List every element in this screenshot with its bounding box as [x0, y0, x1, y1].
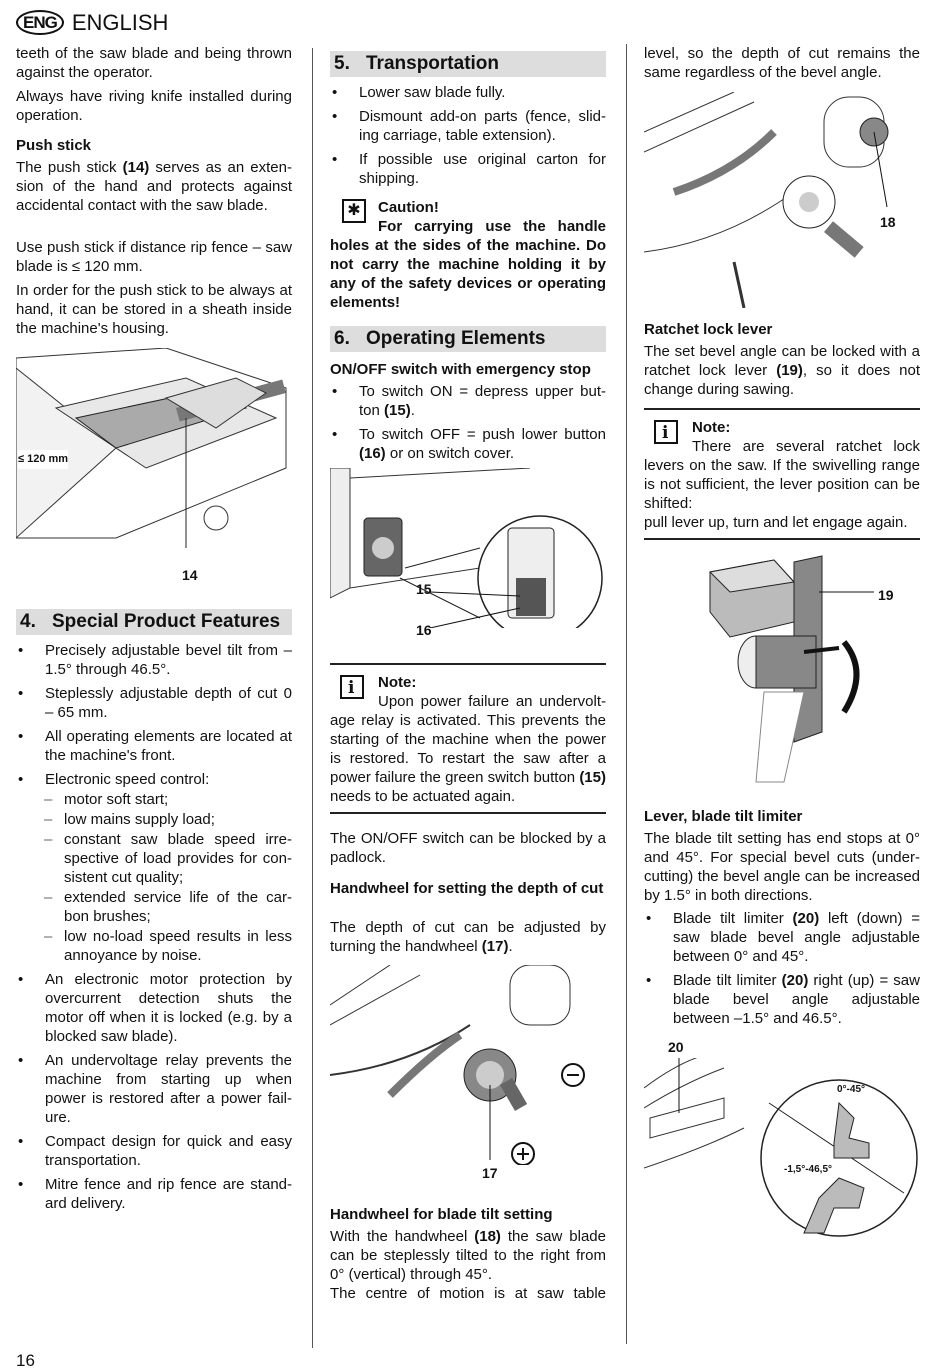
section-heading-6: 6. Operating Elements — [330, 326, 606, 352]
callout-15: 15 — [416, 581, 432, 597]
caution-text: For carrying use the handle holes at the sides of the machine. Do not carry the machine holding it by any of the safety devices or operating elements! — [330, 218, 606, 311]
depth-handwheel-illustration — [330, 965, 606, 1165]
paragraph: The centre of motion is at saw table — [330, 1285, 606, 1302]
subheading-ratchet: Ratchet lock lever — [644, 321, 773, 338]
list-item: • To switch ON = depress upper button (15). — [330, 382, 606, 420]
paragraph: With the handwheel (18) the saw blade can be steplessly tilted to the right from 0° (vertical) through 45°. — [330, 1228, 606, 1283]
list-item: • Blade tilt limiter (20) left (down) = saw blade bevel angle adjustable between 0° and 45°. — [644, 909, 920, 966]
section-heading-4: 4. Special Product Features — [16, 609, 292, 635]
subheading-push-stick: Push stick — [16, 137, 92, 154]
paragraph: teeth of the saw blade and being thrown against the operator. — [16, 45, 292, 81]
callout-18: 18 — [880, 214, 896, 230]
paragraph: In order for the push stick to be always at hand, it can be stored in a sheath inside the machine's housing. — [16, 282, 292, 337]
list-item: • Steplessly adjustable depth of cut 0 – 65 mm. — [16, 684, 292, 722]
list-item: • Compact design for quick and easy transportation. — [16, 1132, 292, 1170]
list-item: • Blade tilt limiter (20) right (up) = saw blade bevel angle adjustable between –1.5° and 46.5°. — [644, 971, 920, 1028]
list-item: • An undervoltage relay prevents the machine from starting up when power is restored after a power failure. — [16, 1051, 292, 1127]
caution-title: Caution! — [378, 199, 439, 216]
divider — [330, 663, 606, 665]
list-item: • Dismount add-on parts (fence, sliding carriage, table extension). — [330, 107, 606, 145]
page-number: 16 — [16, 1351, 35, 1370]
tilt-handwheel-illustration — [644, 92, 920, 308]
paragraph: level, so the depth of cut remains the same regardless of the bevel angle. — [644, 45, 920, 81]
list-item: • All operating elements are located at the machine's front. — [16, 727, 292, 765]
info-icon: i — [654, 420, 678, 444]
language-title: ENGLISH — [71, 9, 169, 35]
caution-sparkle-icon: ✱ — [342, 199, 366, 223]
range-label-minus1.5-46.5: -1,5°-46,5° — [784, 1160, 832, 1179]
column-divider — [626, 44, 627, 1344]
note-text: pull lever up, turn and let engage again. — [644, 514, 908, 531]
paragraph: The ON/OFF switch can be blocked by a padlock. — [330, 830, 606, 866]
note-text: Upon power failure an undervoltage relay is activated. This prevents the starting of the machine when the power is restored. To restart the saw after a power failure the green switch button (15) needs to be actuated again. — [330, 693, 606, 805]
list-item: • Electronic speed control: — [16, 770, 292, 789]
paragraph: Use push stick if distance rip fence – saw blade is ≤ 120 mm. — [16, 239, 292, 275]
callout-16: 16 — [416, 622, 432, 638]
callout-17: 17 — [482, 1165, 498, 1181]
list-item: • Precisely adjustable bevel tilt from – 1.5° through 46.5°. — [16, 641, 292, 679]
push-stick-illustration — [16, 348, 292, 548]
list-item: • Lower saw blade fully. — [330, 83, 606, 102]
column-divider — [312, 48, 313, 1348]
list-item: • If possible use original carton for shipping. — [330, 150, 606, 188]
sub-list-item: – low mains supply load; — [16, 810, 292, 829]
sub-list-item: – low no-load speed results in less annoyance by noise. — [16, 927, 292, 965]
paragraph: The set bevel angle can be locked with a ratchet lock lever (19), so it does not change during sawing. — [644, 343, 921, 398]
divider — [330, 812, 606, 814]
sub-list-item: – constant saw blade speed irrespective of load provides for consistent cut quality; — [16, 830, 292, 887]
language-badge: ENG — [16, 10, 64, 35]
paragraph: Always have riving knife installed during operation. — [16, 88, 292, 124]
list-item: • Mitre fence and rip fence are standard delivery. — [16, 1175, 292, 1213]
list-item: • To switch OFF = push lower button (16) or on switch cover. — [330, 425, 606, 463]
onoff-list — [330, 382, 606, 468]
callout-19: 19 — [878, 587, 894, 603]
subheading-limiter: Lever, blade tilt limiter — [644, 808, 803, 825]
onoff-switch-illustration — [330, 468, 606, 628]
list-item: • An electronic motor protection by overcurrent detection shuts the motor off when it is locked (e.g. by a blocked saw blade). — [16, 970, 292, 1046]
paragraph: The depth of cut can be adjusted by turning the handwheel (17). — [330, 919, 606, 955]
callout-14: 14 — [182, 567, 198, 583]
transport-list — [330, 83, 606, 193]
features-list — [16, 641, 292, 1218]
info-icon: i — [340, 675, 364, 699]
subheading-depth: Handwheel for setting the depth of cut — [330, 880, 604, 897]
page-header — [16, 8, 168, 36]
paragraph: The push stick (14) serves as an extension of the hand and protects against accidental contact with the saw blade. — [16, 159, 292, 214]
limiter-list — [644, 909, 920, 1033]
divider — [644, 408, 920, 410]
sub-list-item: – extended service life of the carbon brushes; — [16, 888, 292, 926]
tilt-limiter-illustration — [644, 1058, 920, 1248]
range-label-0-45: 0°-45° — [837, 1084, 866, 1095]
paragraph: The blade tilt setting has end stops at 0° and 45°. For special bevel cuts (undercutting) the bevel angle can be increased by 1.5° in both directions. — [644, 830, 920, 904]
measure-label: ≤ 120 mm — [18, 450, 68, 469]
section-heading-5: 5. Transportation — [330, 51, 606, 77]
subheading-tilt: Handwheel for blade tilt setting — [330, 1206, 553, 1223]
subheading-onoff: ON/OFF switch with emergency stop — [330, 361, 591, 378]
note-title: Note: — [378, 674, 417, 691]
callout-20: 20 — [668, 1039, 684, 1055]
note-text: There are several ratchet lock levers on the saw. If the swivelling range is not sufficient, the lever position can be shifted: — [644, 438, 920, 512]
sub-list-item: – motor soft start; — [16, 790, 292, 809]
divider — [644, 538, 920, 540]
note-title: Note: — [692, 419, 731, 436]
